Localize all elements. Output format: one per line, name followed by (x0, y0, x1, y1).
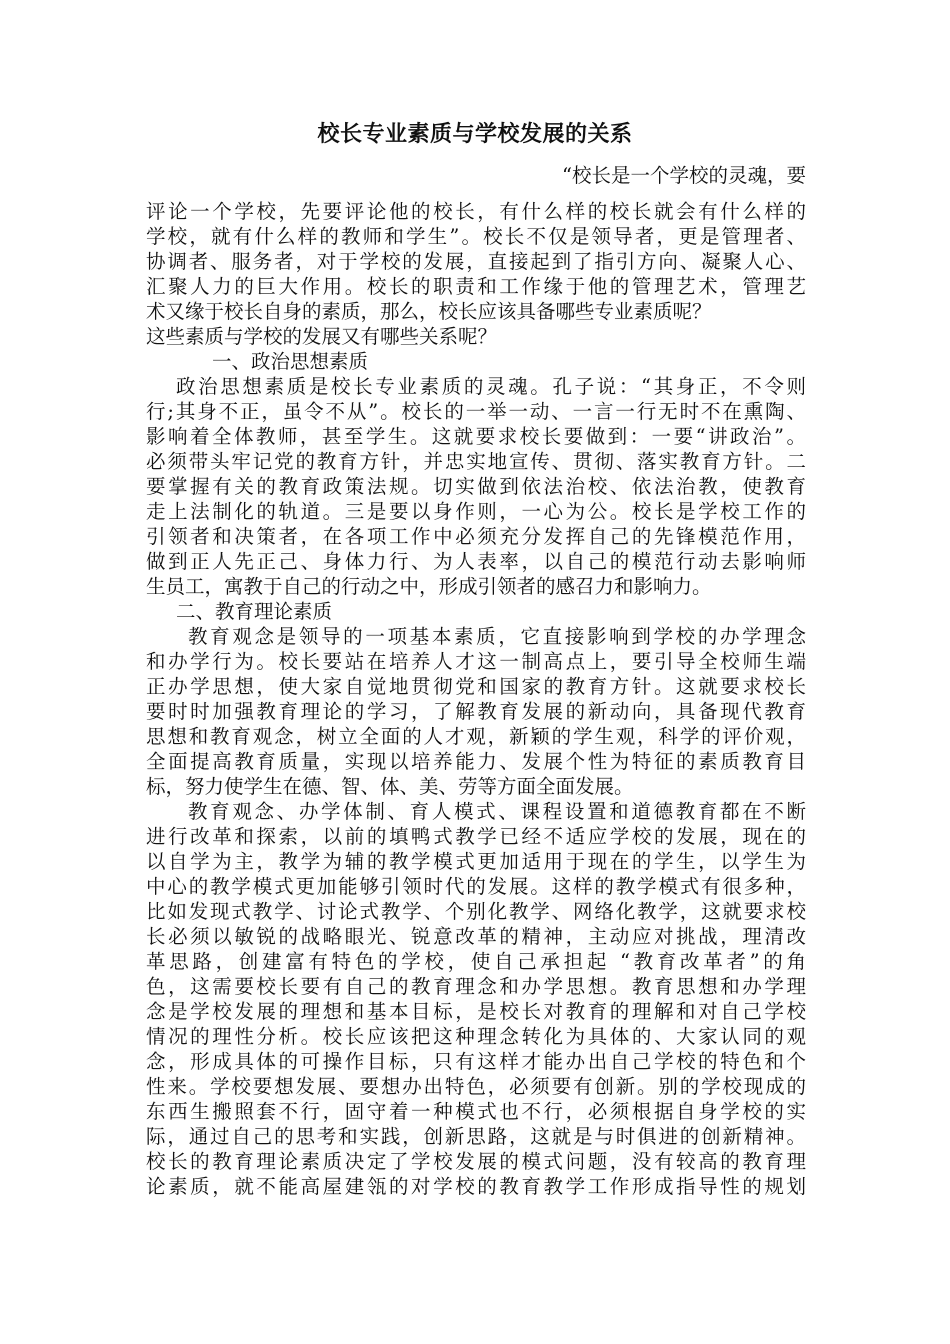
section-heading: 一、政治思想素质 (212, 350, 369, 373)
text-line: “校长是一个学校的灵魂，要 (562, 164, 806, 187)
text-line: 这些素质与学校的发展又有哪些关系呢？ (146, 325, 498, 348)
text-line: 要掌握有关的教育政策法规。切实做到依法治校、依法治教，使教育 (146, 475, 806, 498)
text-line: 影响着全体教师，甚至学生。这就要求校长要做到：一要“讲政治”。 (146, 425, 806, 448)
text-line: 必须带头牢记党的教育方针，并忠实地宣传、贯彻、落实教育方针。二 (146, 450, 806, 473)
text-line: 教育观念是领导的一项基本素质，它直接影响到学校的办学理念 (188, 625, 806, 648)
text-line: 长必须以敏锐的战略眼光、锐意改革的精神，主动应对挑战，理清改 (146, 925, 806, 948)
text-line: 色，这需要校长要有自己的教育理念和办学思想。教育思想和办学理 (146, 975, 806, 998)
text-line: 比如发现式教学、讨论式教学、个别化教学、网络化教学，这就要求校 (146, 900, 806, 923)
text-line: 念是学校发展的理想和基本目标，是校长对教育的理解和对自己学校 (146, 1000, 806, 1023)
text-line: 革思路，创建富有特色的学校，使自己承担起 “教育改革者”的角 (146, 950, 806, 973)
text-line: 教育观念、办学体制、育人模式、课程设置和道德教育都在不断 (188, 800, 806, 823)
text-line: 走上法制化的轨道。三是要以身作则，一心为公。校长是学校工作的 (146, 500, 806, 523)
text-line: 评论一个学校，先要评论他的校长，有什么样的校长就会有什么样的 (146, 200, 806, 223)
section-heading: 二、教育理论素质 (176, 600, 333, 623)
text-line: 术又缘于校长自身的素质，那么，校长应该具备哪些专业素质呢？ (146, 300, 712, 323)
text-line: 政治思想素质是校长专业素质的灵魂。孔子说：“其身正，不令则 (176, 375, 806, 398)
text-line: 进行改革和探索，以前的填鸭式教学已经不适应学校的发展，现在的 (146, 825, 806, 848)
text-line: 协调者、服务者，对于学校的发展，直接起到了指引方向、凝聚人心、 (146, 250, 806, 273)
text-line: 情况的理性分析。校长应该把这种理念转化为具体的、大家认同的观 (146, 1025, 806, 1048)
text-line: 做到正人先正己、身体力行、为人表率，以自己的模范行动去影响师 (146, 550, 806, 573)
text-line: 要时时加强教育理论的学习，了解教育发展的新动向，具备现代教育 (146, 700, 806, 723)
text-line: 生员工，寓教于自己的行动之中，形成引领者的感召力和影响力。 (146, 575, 712, 598)
text-line: 行;其身不正，虽令不从”。校长的一举一动、一言一行无时不在熏陶、 (146, 400, 806, 423)
text-line: 性来。学校要想发展、要想办出特色，必须要有创新。别的学校现成的 (146, 1075, 806, 1098)
text-line: 和办学行为。校长要站在培养人才这一制高点上，要引导全校师生端 (146, 650, 806, 673)
text-line: 论素质，就不能高屋建瓴的对学校的教育教学工作形成指导性的规划 (146, 1175, 806, 1198)
text-line: 学校，就有什么样的教师和学生”。校长不仅是领导者，更是管理者、 (146, 225, 806, 248)
text-line: 正办学思想，使大家自觉地贯彻党和国家的教育方针。这就要求校长 (146, 675, 806, 698)
text-line: 思想和教育观念，树立全面的人才观，新颖的学生观，科学的评价观， (146, 725, 806, 748)
text-line: 念，形成具体的可操作目标，只有这样才能办出自己学校的特色和个 (146, 1050, 806, 1073)
text-line: 引领者和决策者，在各项工作中必须充分发挥自己的先锋模范作用， (146, 525, 806, 548)
text-line: 全面提高教育质量，实现以培养能力、发展个性为特征的素质教育目 (146, 750, 806, 773)
document-title: 校长专业素质与学校发展的关系 (317, 122, 633, 147)
text-line: 校长的教育理论素质决定了学校发展的模式问题，没有较高的教育理 (146, 1150, 806, 1173)
text-line: 标，努力使学生在德、智、体、美、劳等方面全面发展。 (146, 775, 634, 798)
text-line: 以自学为主，教学为辅的教学模式更加适用于现在的学生，以学生为 (146, 850, 806, 873)
text-line: 汇聚人力的巨大作用。校长的职责和工作缘于他的管理艺术，管理艺 (146, 275, 806, 298)
text-line: 际，通过自己的思考和实践，创新思路，这就是与时俱进的创新精神。 (146, 1125, 806, 1148)
text-line: 东西生搬照套不行，固守着一种模式也不行，必须根据自身学校的实 (146, 1100, 806, 1123)
text-line: 中心的教学模式更加能够引领时代的发展。这样的教学模式有很多种， (146, 875, 806, 898)
